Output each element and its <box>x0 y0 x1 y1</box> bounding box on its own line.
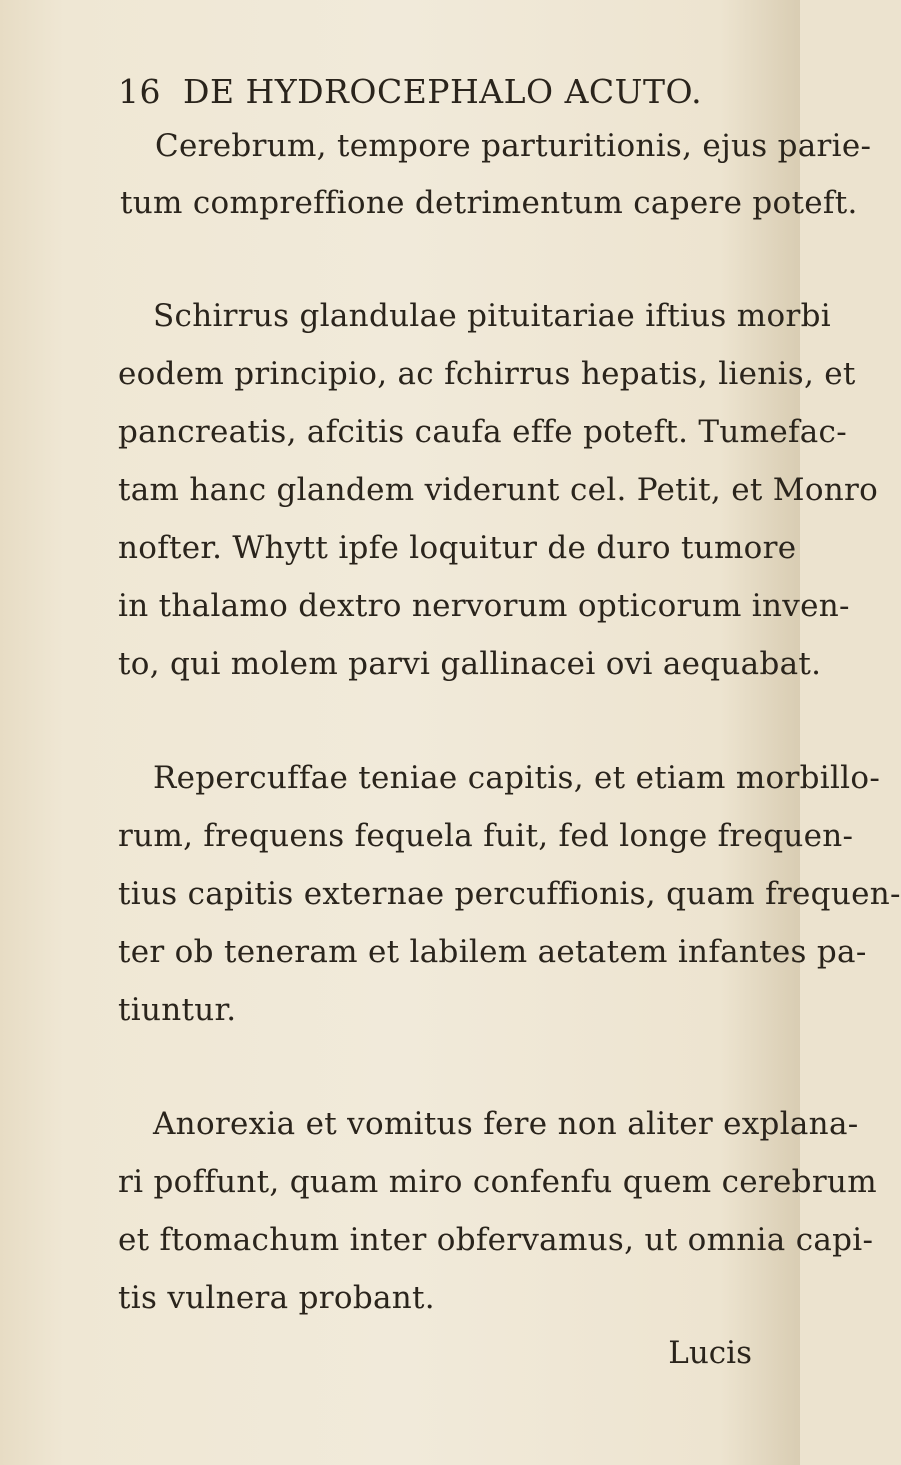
text-line: Repercuffae teniae capitis, et etiam morbillo- <box>153 760 881 796</box>
catchword: Lucis <box>668 1335 752 1371</box>
text-line: ri poffunt, quam miro confenfu quem cerebrum <box>118 1164 877 1200</box>
running-header <box>118 72 702 111</box>
text-line: rum, frequens fequela fuit, fed longe frequen- <box>118 818 854 854</box>
text-line: pancreatis, afcitis caufa effe poteft. Tumefac- <box>118 414 847 450</box>
text-line: ter ob teneram et labilem aetatem infantes pa- <box>118 934 867 970</box>
text-line: tius capitis externae percuffionis, quam frequen- <box>118 876 901 912</box>
text-line: et ftomachum inter obfervamus, ut omnia capi- <box>118 1222 874 1258</box>
text-line: nofter. Whytt ipfe loquitur de duro tumore <box>118 530 797 566</box>
text-line: tum compreffione detrimentum capere poteft. <box>120 185 858 221</box>
text-line: Schirrus glandulae pituitariae iftius morbi <box>153 298 831 334</box>
text-line: to, qui molem parvi gallinacei ovi aequabat. <box>118 646 822 682</box>
text-line: Cerebrum, tempore parturitionis, ejus parie- <box>155 128 872 164</box>
text-line: tiuntur. <box>118 992 237 1028</box>
running-title: DE HYDROCEPHALO ACUTO. <box>183 72 703 111</box>
page-number: 16 <box>118 72 161 111</box>
text-line: tis vulnera probant. <box>118 1280 435 1316</box>
text-line: eodem principio, ac fchirrus hepatis, lienis, et <box>118 356 856 392</box>
text-line: in thalamo dextro nervorum opticorum inven- <box>118 588 850 624</box>
text-line: Anorexia et vomitus fere non aliter explana- <box>153 1106 859 1142</box>
text-line: tam hanc glandem viderunt cel. Petit, et Monro <box>118 472 879 508</box>
